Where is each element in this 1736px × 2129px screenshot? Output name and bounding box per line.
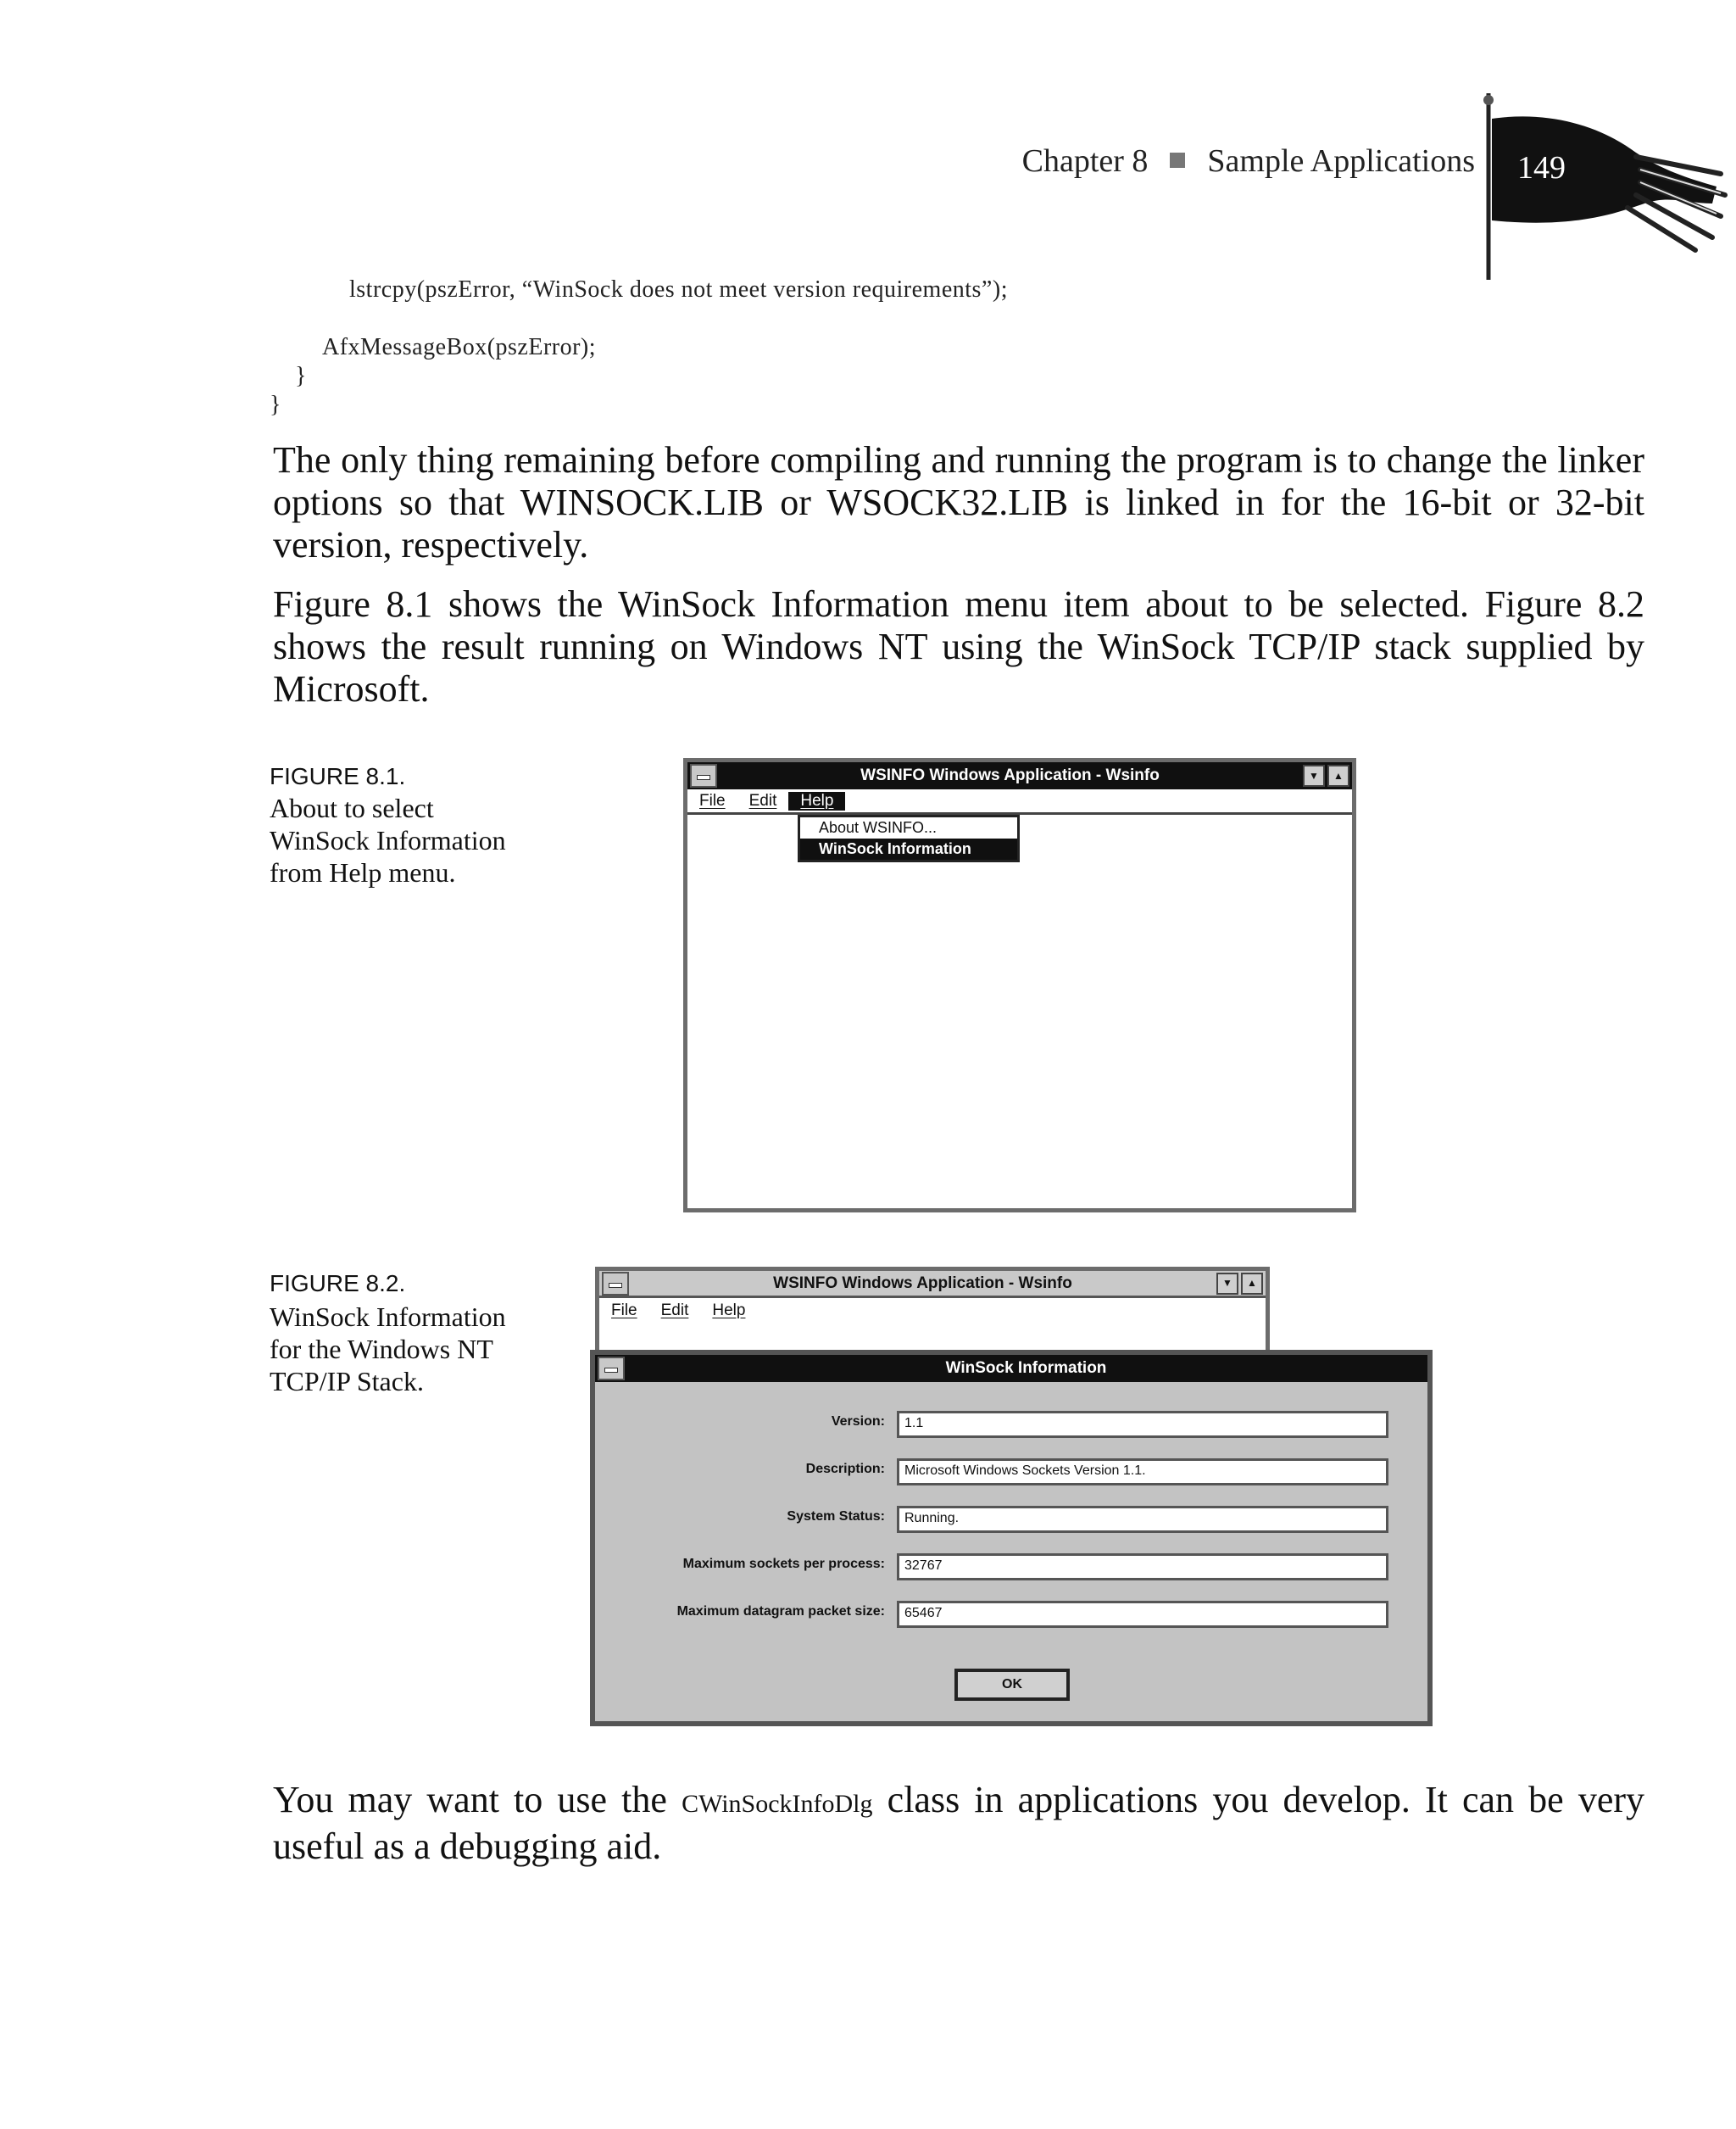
winsock-information-dialog [590, 1350, 1433, 1726]
system-status-field[interactable]: Running. [897, 1506, 1388, 1533]
figure-caption-line: from Help menu. [270, 857, 456, 888]
code-line: AfxMessageBox(pszError); [322, 334, 597, 360]
paragraph-text: class in applications you develop. It can be very useful as a debugging aid. [273, 1779, 1644, 1867]
ok-button[interactable]: OK [954, 1669, 1070, 1701]
maximize-icon[interactable]: ▲ [1241, 1273, 1263, 1295]
dialog-title: WinSock Information [945, 1359, 1107, 1377]
menu-item-winsock-information[interactable]: WinSock Information [800, 839, 1017, 860]
header-separator [1170, 153, 1185, 168]
menu-item-about[interactable]: About WSINFO... [819, 819, 938, 836]
field-row-max-datagram [595, 1601, 1427, 1630]
maximize-icon[interactable]: ▲ [1327, 765, 1349, 787]
running-header [848, 142, 1475, 180]
system-menu-icon[interactable] [602, 1272, 629, 1296]
menu-file[interactable]: File [611, 1301, 637, 1319]
code-line: lstrcpy(pszError, “WinSock does not meet version requirements”); [349, 276, 1008, 303]
field-row-max-sockets [595, 1553, 1427, 1582]
chapter-label: Chapter 8 [1021, 143, 1149, 179]
paragraph-text: You may want to use the [273, 1779, 682, 1820]
max-datagram-field[interactable]: 65467 [897, 1601, 1388, 1628]
field-label: Version: [831, 1414, 885, 1429]
description-field[interactable]: Microsoft Windows Sockets Version 1.1. [897, 1458, 1388, 1485]
menu-help[interactable]: Help [788, 792, 845, 811]
figure-caption-line: for the Windows NT [270, 1334, 493, 1364]
field-label: Maximum sockets per process: [682, 1557, 885, 1571]
figure-label: FIGURE 8.2. [270, 1270, 406, 1296]
flag-icon [1475, 93, 1729, 288]
body-paragraph [273, 1779, 1644, 1868]
system-menu-icon[interactable] [598, 1357, 625, 1380]
wsinfo-window [683, 758, 1356, 1212]
page-number: 149 [1517, 150, 1566, 186]
dialog-titlebar[interactable] [595, 1355, 1427, 1382]
field-label: Description: [805, 1462, 885, 1476]
menu-file[interactable]: File [699, 791, 726, 810]
figure-caption-line: WinSock Information [270, 825, 506, 856]
figure-label: FIGURE 8.1. [270, 763, 406, 789]
figure-caption-line: TCP/IP Stack. [270, 1366, 424, 1396]
menu-bar [687, 789, 1352, 815]
menu-edit[interactable]: Edit [660, 1301, 689, 1319]
body-paragraph: The only thing remaining before compiling and running the program is to change the linker options so that WINSOCK.LIB or WSOCK32.LIB is linked in for the 16-bit or 32-bit version, respectively. [273, 439, 1644, 566]
help-dropdown [798, 815, 1020, 862]
figure-caption-line: About to select [270, 793, 434, 823]
version-field[interactable]: 1.1 [897, 1411, 1388, 1438]
minimize-icon[interactable]: ▼ [1216, 1273, 1238, 1295]
field-row-system-status [595, 1506, 1427, 1535]
section-title: Sample Applications [1207, 143, 1475, 179]
menu-help[interactable]: Help [712, 1301, 746, 1319]
code-line: } [270, 392, 281, 418]
figure-caption-line: WinSock Information [270, 1301, 506, 1332]
window-titlebar[interactable] [599, 1271, 1266, 1298]
window-title: WSINFO Windows Application - Wsinfo [773, 1273, 1072, 1292]
menu-bar [599, 1298, 1266, 1324]
max-sockets-field[interactable]: 32767 [897, 1553, 1388, 1580]
system-menu-icon[interactable] [690, 764, 717, 788]
field-label: System Status: [787, 1509, 885, 1524]
field-row-description [595, 1458, 1427, 1487]
window-titlebar[interactable] [687, 762, 1352, 789]
menu-edit[interactable]: Edit [748, 791, 777, 810]
minimize-icon[interactable]: ▼ [1303, 765, 1325, 787]
field-label: Maximum datagram packet size: [676, 1604, 885, 1619]
field-row-version [595, 1411, 1427, 1440]
inline-code: CWinSockInfoDlg [682, 1790, 873, 1818]
body-paragraph: Figure 8.1 shows the WinSock Information menu item about to be selected. Figure 8.2 shows the result running on Windows NT using the WinSock TCP/IP stack supplied by Microsoft. [273, 583, 1644, 710]
code-line: } [295, 363, 307, 389]
window-title: WSINFO Windows Application - Wsinfo [860, 766, 1160, 784]
